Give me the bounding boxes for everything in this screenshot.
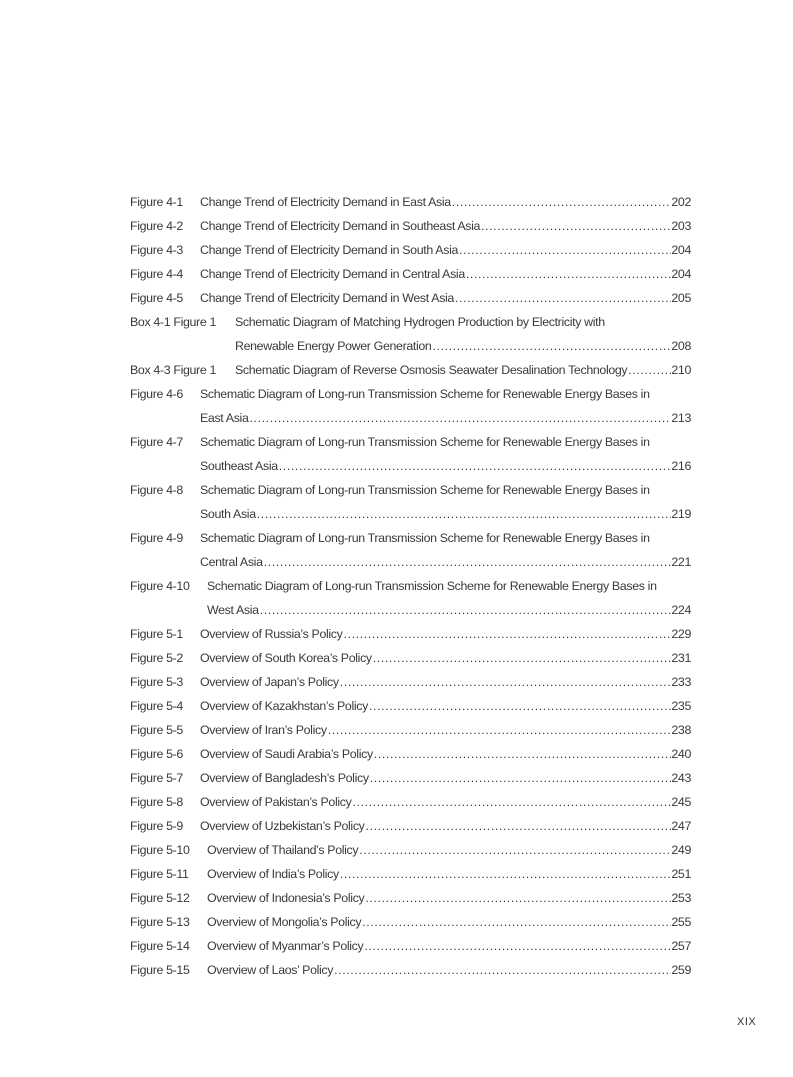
toc-entry[interactable]: [130, 815, 691, 839]
figure-title: Overview of Indonesia’s Policy: [207, 891, 365, 905]
dot-leader: [257, 503, 672, 525]
page-ref: 213: [671, 411, 691, 425]
figure-title: Schematic Diagram of Long-run Transmission Scheme for Renewable Energy Bases in: [200, 435, 650, 449]
figure-title: Overview of Bangladesh’s Policy: [200, 771, 369, 785]
page-ref: 219: [671, 507, 691, 521]
figure-title: Renewable Energy Power Generation: [235, 339, 432, 353]
toc-entry[interactable]: [130, 431, 691, 479]
toc-entry-line: [130, 863, 691, 887]
dot-leader: [250, 407, 672, 429]
toc-entry-line: [130, 719, 691, 743]
toc-entry[interactable]: [130, 695, 691, 719]
figure-label: Figure 5-5: [130, 723, 183, 737]
page-ref: 240: [671, 747, 691, 761]
toc-entry-line: [130, 767, 691, 791]
figure-label: Figure 5-2: [130, 651, 183, 665]
toc-entry[interactable]: [130, 935, 691, 959]
dot-leader: [452, 191, 672, 213]
toc-entry[interactable]: [130, 911, 691, 935]
toc-entry-line: [130, 599, 691, 623]
toc-entry[interactable]: [130, 791, 691, 815]
dot-leader: [481, 215, 671, 237]
toc-entry-line: [130, 839, 691, 863]
toc-entry[interactable]: [130, 311, 691, 359]
figure-title: Change Trend of Electricity Demand in East Asia: [200, 195, 451, 209]
toc-entry[interactable]: [130, 743, 691, 767]
figure-label: Box 4-3 Figure 1: [130, 363, 216, 377]
figure-label: Figure 4-6: [130, 387, 183, 401]
figure-title: Schematic Diagram of Long-run Transmission Scheme for Renewable Energy Bases in: [200, 387, 650, 401]
figure-title: Overview of Laos’ Policy: [207, 963, 334, 977]
figure-title: Southeast Asia: [200, 459, 278, 473]
page-ref: 202: [671, 195, 691, 209]
toc-entry-line: [130, 311, 691, 335]
dot-leader: [366, 815, 672, 837]
figure-label: Figure 5-8: [130, 795, 183, 809]
figure-title: Overview of Pakistan’s Policy: [200, 795, 352, 809]
figure-label: Figure 5-9: [130, 819, 183, 833]
toc-entry-line: [130, 623, 691, 647]
toc-entry[interactable]: [130, 647, 691, 671]
figure-title: Change Trend of Electricity Demand in West Asia: [200, 291, 454, 305]
toc-entry-line: [130, 383, 691, 407]
dot-leader: [432, 335, 671, 357]
toc-entry[interactable]: [130, 479, 691, 527]
figure-title: Overview of Saudi Arabia’s Policy: [200, 747, 373, 761]
figure-label: Figure 5-12: [130, 891, 190, 905]
dot-leader: [459, 239, 671, 261]
figure-label: Figure 4-8: [130, 483, 183, 497]
toc-entry-line: [130, 743, 691, 767]
page-ref: 229: [671, 627, 691, 641]
toc-entry-line: [130, 407, 691, 431]
figure-label: Figure 5-4: [130, 699, 183, 713]
figure-title: Overview of Myanmar’s Policy: [207, 939, 364, 953]
figure-label: Figure 4-10: [130, 579, 190, 593]
page-ref: 247: [671, 819, 691, 833]
toc-entry-line: [130, 287, 691, 311]
toc-entry-line: [130, 239, 691, 263]
figure-title: Overview of Uzbekistan’s Policy: [200, 819, 365, 833]
figure-title: Schematic Diagram of Long-run Transmission Scheme for Renewable Energy Bases in: [207, 579, 657, 593]
dot-leader: [340, 671, 672, 693]
figure-title: Schematic Diagram of Long-run Transmission Scheme for Renewable Energy Bases in: [200, 483, 650, 497]
page-ref: 205: [671, 291, 691, 305]
figure-label: Figure 4-4: [130, 267, 183, 281]
figure-label: Figure 5-10: [130, 843, 190, 857]
page-ref: 245: [671, 795, 691, 809]
page-ref: 259: [671, 963, 691, 977]
figure-title: East Asia: [200, 411, 249, 425]
toc-entry[interactable]: [130, 887, 691, 911]
figure-title: Overview of Mongolia’s Policy: [207, 915, 362, 929]
toc-entry[interactable]: [130, 359, 691, 383]
toc-entry-line: [130, 671, 691, 695]
list-of-figures: [130, 191, 691, 983]
toc-entry-line: [130, 191, 691, 215]
figure-title: Schematic Diagram of Reverse Osmosis Seawater Desalination Technology: [235, 363, 628, 377]
toc-entry-line: [130, 815, 691, 839]
dot-leader: [340, 863, 672, 885]
figure-title: Central Asia: [200, 555, 263, 569]
toc-entry-line: [130, 455, 691, 479]
page-ref: 208: [671, 339, 691, 353]
toc-entry-line: [130, 791, 691, 815]
dot-leader: [364, 935, 671, 957]
dot-leader: [352, 791, 671, 813]
dot-leader: [328, 719, 672, 741]
figure-title: West Asia: [207, 603, 259, 617]
dot-leader: [359, 839, 671, 861]
page-ref: 224: [671, 603, 691, 617]
toc-entry[interactable]: [130, 383, 691, 431]
toc-entry-line: [130, 935, 691, 959]
dot-leader: [369, 695, 671, 717]
toc-entry[interactable]: [130, 863, 691, 887]
figure-title: Overview of Iran’s Policy: [200, 723, 327, 737]
dot-leader: [334, 959, 671, 981]
toc-entry[interactable]: [130, 215, 691, 239]
toc-entry-line: [130, 695, 691, 719]
toc-entry-line: [130, 647, 691, 671]
figure-title: Overview of Russia’s Policy: [200, 627, 343, 641]
figure-label: Figure 4-3: [130, 243, 183, 257]
figure-title: South Asia: [200, 507, 256, 521]
figure-title: Overview of Thailand’s Policy: [207, 843, 359, 857]
figure-label: Figure 5-14: [130, 939, 190, 953]
toc-entry[interactable]: [130, 959, 691, 983]
toc-entry[interactable]: [130, 671, 691, 695]
toc-entry[interactable]: [130, 767, 691, 791]
page-ref: 210: [671, 363, 691, 377]
toc-entry-line: [130, 575, 691, 599]
toc-entry-line: [130, 959, 691, 983]
figure-title: Overview of Japan’s Policy: [200, 675, 339, 689]
dot-leader: [370, 767, 672, 789]
page-ref: 221: [671, 555, 691, 569]
page-ref: 204: [671, 267, 691, 281]
page-ref: 255: [671, 915, 691, 929]
toc-entry[interactable]: [130, 839, 691, 863]
figure-label: Box 4-1 Figure 1: [130, 315, 216, 329]
toc-entry-line: [130, 215, 691, 239]
toc-entry-line: [130, 911, 691, 935]
figure-label: Figure 5-6: [130, 747, 183, 761]
toc-entry[interactable]: [130, 575, 691, 623]
figure-title: Overview of India’s Policy: [207, 867, 339, 881]
figure-label: Figure 4-2: [130, 219, 183, 233]
toc-entry-line: [130, 335, 691, 359]
dot-leader: [455, 287, 671, 309]
figure-label: Figure 4-9: [130, 531, 183, 545]
toc-entry-line: [130, 479, 691, 503]
dot-leader: [373, 647, 672, 669]
figure-label: Figure 4-5: [130, 291, 183, 305]
toc-entry-line: [130, 263, 691, 287]
toc-entry[interactable]: [130, 263, 691, 287]
toc-entry[interactable]: [130, 239, 691, 263]
page-number: XIX: [737, 1016, 757, 1028]
toc-entry-line: [130, 359, 691, 383]
figure-label: Figure 5-11: [130, 867, 189, 881]
figure-label: Figure 4-1: [130, 195, 183, 209]
page-ref: 233: [671, 675, 691, 689]
page-ref: 253: [671, 891, 691, 905]
page-ref: 204: [671, 243, 691, 257]
dot-leader: [279, 455, 672, 477]
dot-leader: [466, 263, 672, 285]
figure-title: Overview of South Korea’s Policy: [200, 651, 372, 665]
figure-label: Figure 5-15: [130, 963, 190, 977]
toc-entry-line: [130, 503, 691, 527]
toc-entry[interactable]: [130, 719, 691, 743]
toc-entry[interactable]: [130, 623, 691, 647]
dot-leader: [628, 359, 671, 381]
figure-label: Figure 5-3: [130, 675, 183, 689]
figure-label: Figure 4-7: [130, 435, 183, 449]
dot-leader: [374, 743, 672, 765]
toc-entry[interactable]: [130, 527, 691, 575]
page-ref: 216: [671, 459, 691, 473]
dot-leader: [344, 623, 672, 645]
page-ref: 203: [671, 219, 691, 233]
dot-leader: [362, 911, 671, 933]
page-ref: 235: [671, 699, 691, 713]
figure-title: Schematic Diagram of Matching Hydrogen Production by Electricity with: [235, 315, 605, 329]
toc-entry[interactable]: [130, 287, 691, 311]
figure-title: Schematic Diagram of Long-run Transmission Scheme for Renewable Energy Bases in: [200, 531, 650, 545]
dot-leader: [260, 599, 672, 621]
toc-entry[interactable]: [130, 191, 691, 215]
page-ref: 238: [671, 723, 691, 737]
figure-label: Figure 5-1: [130, 627, 183, 641]
figure-title: Overview of Kazakhstan’s Policy: [200, 699, 368, 713]
page-ref: 231: [671, 651, 691, 665]
figure-title: Change Trend of Electricity Demand in Southeast Asia: [200, 219, 481, 233]
page-ref: 249: [671, 843, 691, 857]
figure-title: Change Trend of Electricity Demand in South Asia: [200, 243, 459, 257]
page-ref: 251: [671, 867, 691, 881]
dot-leader: [264, 551, 672, 573]
toc-entry-line: [130, 527, 691, 551]
page-ref: 243: [671, 771, 691, 785]
figure-title: Change Trend of Electricity Demand in Central Asia: [200, 267, 465, 281]
toc-entry-line: [130, 431, 691, 455]
toc-entry-line: [130, 551, 691, 575]
toc-entry-line: [130, 887, 691, 911]
figure-label: Figure 5-13: [130, 915, 190, 929]
page-ref: 257: [671, 939, 691, 953]
figure-label: Figure 5-7: [130, 771, 183, 785]
dot-leader: [365, 887, 671, 909]
